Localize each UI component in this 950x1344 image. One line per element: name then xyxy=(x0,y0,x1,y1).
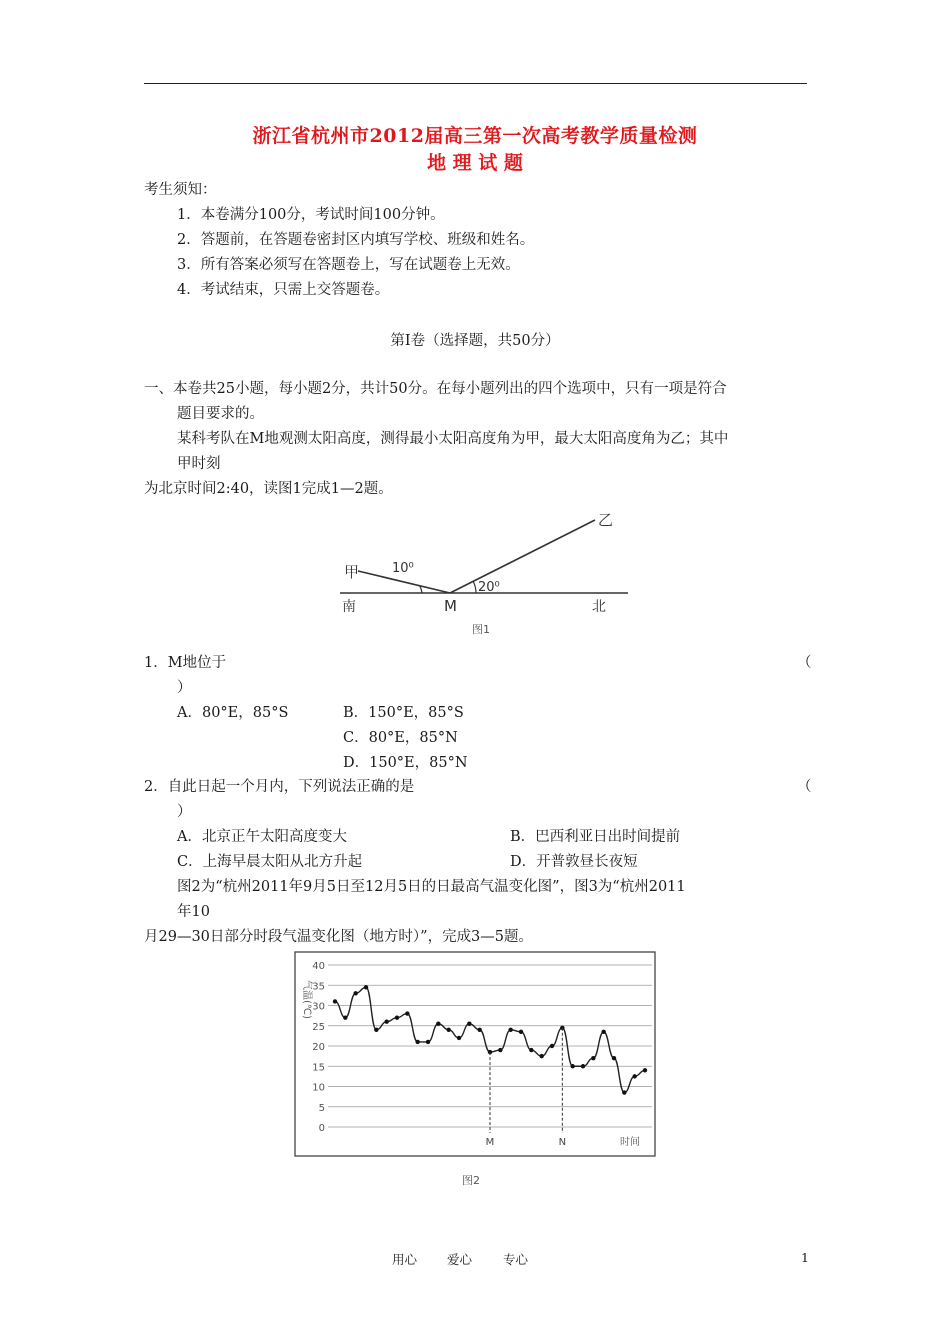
data-point xyxy=(529,1048,533,1052)
y-tick-label: 30 xyxy=(312,1001,325,1013)
label-north: 北 xyxy=(592,599,606,615)
data-point xyxy=(601,1030,605,1034)
y-tick-label: 0 xyxy=(318,1123,325,1134)
section-intro: 一、本卷共25小题，每小题2分，共计50分。在每小题列出的四个选项中，只有一项是符合 xyxy=(144,381,727,397)
answer-paren-close: ） xyxy=(177,804,192,820)
data-point xyxy=(364,985,368,989)
label-m: M xyxy=(444,597,457,615)
data-point xyxy=(405,1011,409,1015)
question-1-stem: 1．M地位于 xyxy=(144,655,227,671)
data-point xyxy=(612,1056,616,1060)
option-d: D．开普敦昼长夜短 xyxy=(510,854,638,870)
y-tick-label: 20 xyxy=(312,1042,325,1053)
label-angle-10: 10⁰ xyxy=(392,561,414,576)
option-a: A．北京正午太阳高度变大 xyxy=(177,829,347,845)
option-c: C．80°E，85°N xyxy=(343,730,458,746)
label-south: 南 xyxy=(342,599,356,615)
marker-label: M xyxy=(485,1137,495,1148)
data-point xyxy=(570,1064,574,1068)
option-a: A．80°E，85°S xyxy=(177,705,289,721)
y-tick-label: 15 xyxy=(312,1062,325,1074)
angle-arc-yi xyxy=(473,581,476,593)
context-text: 年10 xyxy=(177,904,210,920)
y-tick-label: 10 xyxy=(312,1082,325,1094)
data-point xyxy=(550,1044,554,1048)
data-point xyxy=(632,1074,636,1078)
page-number: 1 xyxy=(801,1250,809,1265)
y-tick-label: 25 xyxy=(312,1021,325,1033)
data-point xyxy=(436,1022,440,1026)
x-axis-label: 时间 xyxy=(620,1137,640,1148)
option-b: B．巴西利亚日出时间提前 xyxy=(510,829,681,845)
data-point xyxy=(591,1056,595,1060)
data-point xyxy=(581,1064,585,1068)
data-point xyxy=(539,1054,543,1058)
data-point xyxy=(395,1015,399,1019)
y-tick-label: 5 xyxy=(318,1102,325,1114)
data-point xyxy=(446,1028,450,1032)
y-axis-label: 气温(℃) xyxy=(301,980,312,1020)
data-point xyxy=(457,1036,461,1040)
notice-item: 1．本卷满分100分，考试时间100分钟。 xyxy=(177,207,445,223)
context-text: 某科考队在M地观测太阳高度，测得最小太阳高度角为甲，最大太阳高度角为乙；其中 xyxy=(177,431,729,447)
notice-heading: 考生须知： xyxy=(144,182,217,198)
footer-item: 专心 xyxy=(503,1252,529,1267)
notice-item: 4．考试结束，只需上交答题卷。 xyxy=(177,282,390,298)
answer-paren-open: （ xyxy=(797,779,812,795)
data-point xyxy=(374,1028,378,1032)
question-2-stem: 2．自此日起一个月内，下列说法正确的是 xyxy=(144,779,415,795)
data-point xyxy=(426,1040,430,1044)
data-point xyxy=(477,1028,481,1032)
label-yi: 乙 xyxy=(598,511,614,529)
answer-paren-open: （ xyxy=(797,655,812,671)
y-tick-label: 35 xyxy=(312,981,325,993)
y-tick-label: 40 xyxy=(312,961,325,972)
figure-1-caption: 图1 xyxy=(472,623,490,636)
option-d: D．150°E，85°N xyxy=(343,755,468,771)
option-c: C．上海早晨太阳从北方升起 xyxy=(177,854,363,870)
figure-2-caption: 图2 xyxy=(462,1174,480,1187)
label-angle-20: 20⁰ xyxy=(478,580,500,595)
data-point xyxy=(353,991,357,995)
marker-label: N xyxy=(558,1137,567,1148)
context-text: 为北京时间2:40，读图1完成1—2题。 xyxy=(144,481,393,497)
temperature-line xyxy=(335,987,645,1092)
chart-frame xyxy=(295,952,655,1156)
figure-2-chart xyxy=(290,950,665,1195)
data-point xyxy=(333,999,337,1003)
data-point xyxy=(384,1020,388,1024)
footer-item: 爱心 xyxy=(447,1252,473,1267)
label-jia: 甲 xyxy=(344,563,360,581)
ray-yi xyxy=(450,520,595,593)
data-point xyxy=(519,1030,523,1034)
context-text: 图2为“杭州2011年9月5日至12月5日的日最高气温变化图”，图3为“杭州2011 xyxy=(177,879,686,895)
footer-item: 用心 xyxy=(392,1252,418,1267)
data-point xyxy=(643,1068,647,1072)
section-title: 第Ⅰ卷（选择题，共50分） xyxy=(390,333,560,349)
header-rule xyxy=(144,83,807,84)
data-point xyxy=(498,1048,502,1052)
data-point xyxy=(622,1090,626,1094)
notice-item: 3．所有答案必须写在答题卷上，写在试题卷上无效。 xyxy=(177,257,520,273)
section-intro-cont: 题目要求的。 xyxy=(177,406,264,422)
document-title: 浙江省杭州市2012届高三第一次高考教学质量检测 xyxy=(252,125,698,147)
option-b: B．150°E，85°S xyxy=(343,705,464,721)
answer-paren-close: ） xyxy=(177,680,192,696)
figure-1-diagram xyxy=(330,505,640,640)
data-point xyxy=(343,1015,347,1019)
data-point xyxy=(415,1040,419,1044)
notice-item: 2．答题前，在答题卷密封区内填写学校、班级和姓名。 xyxy=(177,232,535,248)
data-point xyxy=(467,1022,471,1026)
data-point xyxy=(508,1028,512,1032)
context-text: 甲时刻 xyxy=(177,456,221,472)
document-subtitle: 地 理 试 题 xyxy=(427,152,523,174)
context-text: 月29—30日部分时段气温变化图（地方时）”，完成3—5题。 xyxy=(144,929,534,945)
